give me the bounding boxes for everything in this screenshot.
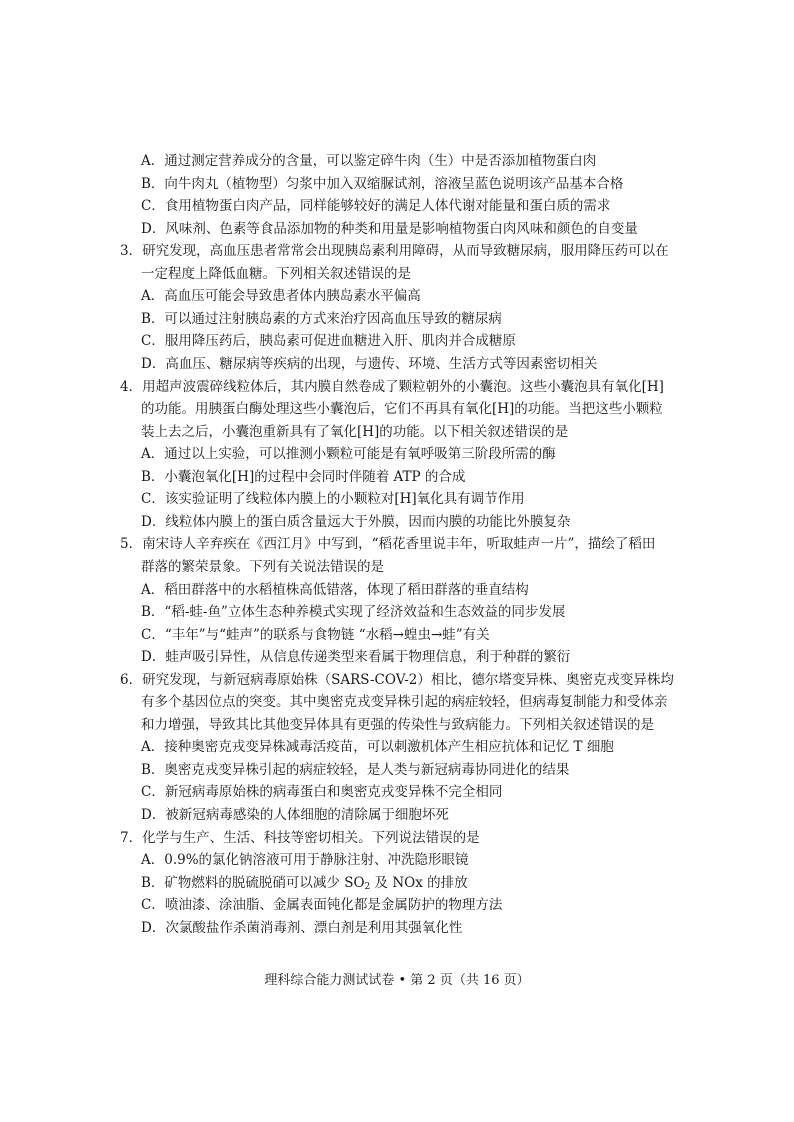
answer-option [141,919,462,937]
subscript: 2 [364,881,371,892]
answer-option [141,851,469,869]
answer-option [141,896,502,914]
question-continuation [141,558,384,576]
answer-option [141,806,449,824]
line-text: 一定程度上降低血糖。下列相关叙述错误的是 [141,265,411,282]
line-text: C．新冠病毒原始株的病毒蛋白和奥密克戎变异株不完全相同 [141,784,503,801]
line-text: C．该实验证明了线粒体内膜上的小颗粒对[H]氧化具有调节作用 [141,491,525,508]
line-text: D．高血压、糖尿病等疾病的出现，与遗传、环境、生活方式等因素密切相关 [141,356,598,372]
answer-option [141,175,623,193]
line-text: 5．南宋诗人辛弃疾在《西江月》中写到，“稻花香里说丰年，听取蛙声一片”，描绘了稻田 [120,536,656,553]
line-text: A．通过以上实验，可以推测小颗粒可能是有氧呼吸第三阶段所需的酶 [141,446,556,463]
answer-option [141,648,570,666]
answer-option [141,197,610,215]
line-text: 3．研究发现，高血压患者常常会出现胰岛素利用障碍，从而导致糖尿病，服用降压药可以在 [120,243,669,260]
question-continuation [141,693,668,711]
answer-option [141,332,516,350]
line-text: D．被新冠病毒感染的人体细胞的清除属于细胞坏死 [141,807,449,823]
question-continuation [141,265,411,283]
line-text: 的功能。用胰蛋白酶处理这些小囊泡后，它们不再具有氧化[H]的功能。当把这些小颗粒 [141,401,663,418]
line-text: D．次氯酸盐作杀菌消毒剂、漂白剂是利用其强氧化性 [141,919,463,936]
line-text: 有多个基因位点的突变。其中奥密克戎变异株引起的病症较轻，但病毒复制能力和受体亲 [141,694,668,711]
page-footer: 理科综合能力测试试卷 • 第 2 页（共 16 页） [264,973,530,988]
question-continuation [141,400,663,418]
line-text: 4．用超声波震碎线粒体后，其内膜自然卷成了颗粒朝外的小囊泡。这些小囊泡具有氧化[H] [120,378,664,395]
line-text: A．接种奥密克戎变异株减毒活疫苗，可以刺激机体产生相应抗体和记忆 T 细胞 [141,739,614,756]
line-text: 6．研究发现，与新冠病毒原始株（SARS-COV-2）相比，德尔塔变异株、奥密克戎变异株均 [120,671,674,688]
line-text: A．稻田群落中的水稻植株高低错落，体现了稻田群落的垂直结构 [141,581,529,598]
answer-option [141,310,502,328]
line-text: B．小囊泡氧化[H]的过程中会同时伴随着 ATP 的合成 [141,468,466,485]
answer-option [141,581,529,599]
line-text: 群落的繁荣景象。下列有关说法错误的是 [141,558,384,575]
question-stem [120,671,674,689]
line-text: B．可以通过注射胰岛素的方式来治疗因高血压导致的糖尿病 [141,310,502,327]
line-text: D．风味剂、色素等食品添加物的种类和用量是影响植物蛋白肉风味和颜色的自变量 [141,220,638,237]
question-stem [120,535,655,553]
answer-option [141,738,614,756]
answer-option [141,287,421,305]
line-text: C．喷油漆、涂油脂、金属表面钝化都是金属防护的物理方法 [141,897,503,914]
answer-option [141,761,569,779]
line-text: 7．化学与生产、生活、科技等密切相关。下列说法错误的是 [120,829,480,846]
answer-option [141,874,468,892]
line-text: 和力增强，导致其比其他变异体具有更强的传染性与致病能力。下列相关叙述错误的是 [141,716,654,733]
answer-option [141,626,490,644]
question-stem [120,829,480,847]
line-text-continued: 及 NOx 的排放 [370,874,468,891]
answer-option [141,490,525,508]
line-text: A．通过测定营养成分的含量，可以鉴定碎牛肉（生）中是否添加植物蛋白肉 [141,153,597,169]
line-text: 装上去之后，小囊泡重新具有了氧化[H]的功能。以下相关叙述错误的是 [141,423,569,440]
line-text: C．食用植物蛋白肉产品，同样能够较好的满足人体代谢对能量和蛋白质的需求 [141,198,611,215]
question-stem [120,378,664,396]
line-text: D．线粒体内膜上的蛋白质含量远大于外膜，因而内膜的功能比外膜复杂 [141,513,571,530]
line-text: B．向牛肉丸（植物型）匀浆中加入双缩脲试剂，溶液呈蓝色说明该产品基本合格 [141,175,624,192]
line-text: B．“稻-蛙-鱼”立体生态种养模式实现了经济效益和生态效益的同步发展 [141,604,566,620]
answer-option [141,355,597,373]
line-text: B．奥密克戎变异株引起的病症较轻，是人类与新冠病毒协同进化的结果 [141,761,570,778]
line-text: C．“丰年”与“蛙声”的联系与食物链 “水稻→蝗虫→蛙”有关 [141,626,490,643]
line-text: D．蛙声吸引异性，从信息传递类型来看属于物理信息，利于种群的繁衍 [141,649,571,666]
line-text: A．高血压可能会导致患者体内胰岛素水平偏高 [141,288,421,305]
answer-option [141,445,556,463]
question-continuation [141,423,568,441]
answer-option [141,603,565,621]
question-stem [120,242,669,260]
answer-option [141,152,596,170]
answer-option [141,783,502,801]
line-text: A．0.9%的氯化钠溶液可用于静脉注射、冲洗隐形眼镜 [141,852,469,869]
answer-option [141,513,570,531]
line-text: B．矿物燃料的脱硫脱硝可以减少 SO [141,874,365,891]
answer-option [141,220,638,238]
question-continuation [141,716,654,734]
answer-option [141,468,465,486]
line-text: C．服用降压药后，胰岛素可促进血糖进入肝、肌肉并合成糖原 [141,333,516,350]
